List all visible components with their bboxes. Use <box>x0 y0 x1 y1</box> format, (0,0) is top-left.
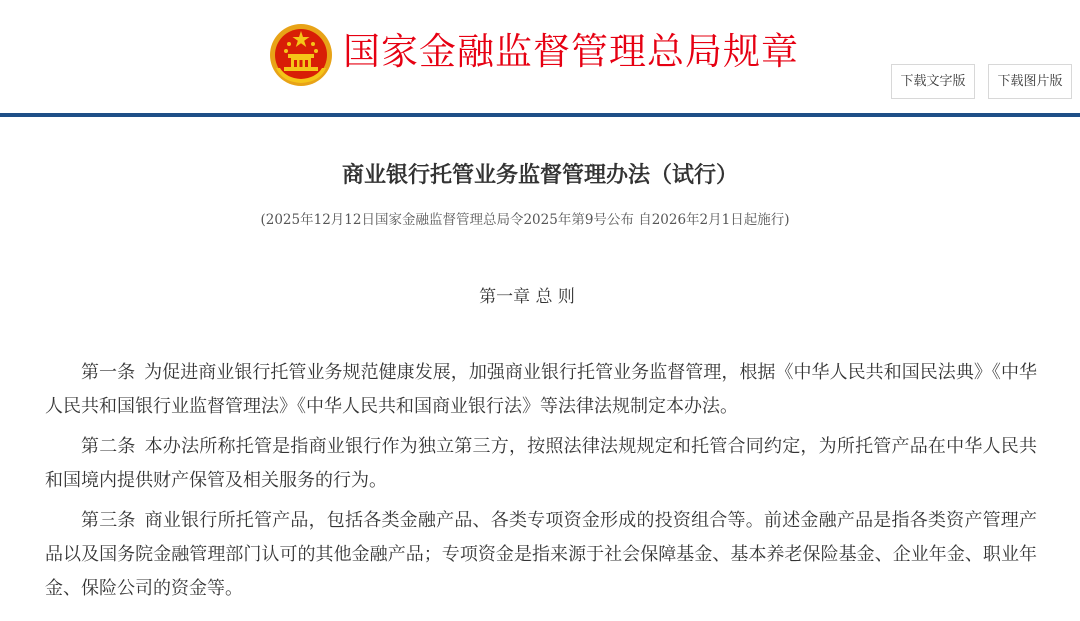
download-text-version-button[interactable]: 下载文字版 <box>891 64 975 99</box>
article-text: 为促进商业银行托管业务规范健康发展，加强商业银行托管业务监督管理，根据《中华人民共和国民法典》《中华人民共和国银行业监督管理法》《中华人民共和国商业银行法》等法律法规制定本办法。 <box>45 362 1038 417</box>
article-3 <box>45 504 1037 606</box>
site-header <box>0 0 1080 114</box>
article-list <box>45 356 1037 612</box>
article-text: 商业银行所托管产品，包括各类金融产品、各类专项资金形成的投资组合等。前述金融产品是指各类资产管理产品以及国务院金融管理部门认可的其他金融产品；专项资金是指来源于社会保障基金、基本养老保险基金、企业年金、职业年金、保险公司的资金等。 <box>45 510 1038 599</box>
chapter-heading: 第一章 总 则 <box>479 287 575 307</box>
article-2 <box>45 430 1037 498</box>
article-label: 第三条 <box>81 510 136 531</box>
article-text: 本办法所称托管是指商业银行作为独立第三方，按照法律法规规定和托管合同约定，为所托管产品在中华人民共和国境内提供财产保管及相关服务的行为。 <box>45 436 1038 491</box>
article-label: 第一条 <box>81 362 136 383</box>
national-emblem-icon <box>268 22 334 88</box>
article-label: 第二条 <box>81 436 136 457</box>
document-subtitle: (2025年12月12日国家金融监督管理总局令2025年第9号公布 自2026年2月1日起施行) <box>260 212 790 228</box>
document-title: 商业银行托管业务监督管理办法（试行） <box>341 163 738 188</box>
download-image-version-button[interactable]: 下载图片版 <box>988 64 1072 99</box>
site-title: 国家金融监督管理总局规章 <box>343 30 799 73</box>
article-1 <box>45 356 1037 424</box>
header-divider <box>0 113 1080 117</box>
